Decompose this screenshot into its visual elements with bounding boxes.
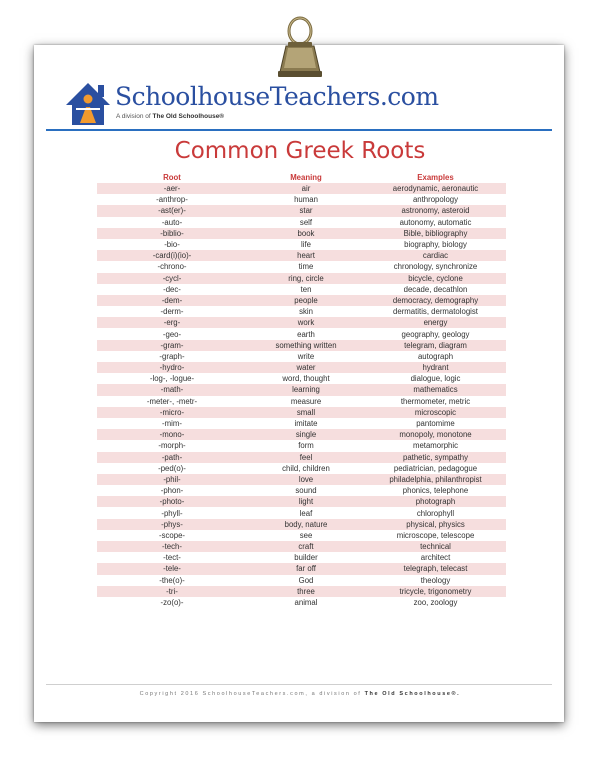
- root-cell: -morph-: [158, 441, 186, 451]
- brand-name: SchoolhouseTeachers.com: [115, 82, 439, 111]
- column-header-meaning: Meaning: [290, 173, 322, 182]
- examples-cell: decade, decathlon: [403, 284, 468, 294]
- table-row: [97, 530, 506, 541]
- root-cell: -tri-: [97, 586, 247, 597]
- meaning-cell: light: [247, 496, 365, 507]
- root-cell: -tech-: [97, 541, 247, 552]
- root-cell: -derm-: [160, 307, 184, 317]
- table-row: [97, 306, 506, 317]
- examples-cell: telegram, diagram: [365, 340, 506, 351]
- root-cell: -micro-: [97, 407, 247, 418]
- examples-cell: physical, physics: [365, 519, 506, 530]
- table-row: [97, 384, 506, 395]
- table-row: [97, 284, 506, 295]
- examples-cell: pantomime: [416, 419, 455, 429]
- root-cell: -auto-: [161, 217, 183, 227]
- table-row: [97, 552, 506, 563]
- root-cell: -card(i)(io)-: [97, 250, 247, 261]
- examples-cell: chlorophyll: [416, 508, 455, 518]
- meaning-cell: God: [298, 575, 314, 585]
- table-row: [97, 205, 506, 216]
- examples-cell: Bible, bibliography: [365, 228, 506, 239]
- examples-cell: autonomy, automatic: [399, 217, 472, 227]
- meaning-cell: craft: [247, 541, 365, 552]
- table-row: [97, 519, 506, 530]
- examples-cell: hydrant: [365, 362, 506, 373]
- root-cell: -dem-: [97, 295, 247, 306]
- table-row: [97, 328, 506, 339]
- examples-cell: technical: [365, 541, 506, 552]
- meaning-cell: air: [247, 183, 365, 194]
- table-row: [97, 261, 506, 272]
- meaning-cell: life: [301, 240, 311, 250]
- examples-cell: metamorphic: [412, 441, 459, 451]
- meaning-cell: water: [247, 362, 365, 373]
- root-cell: -biblio-: [97, 228, 247, 239]
- tagline-company: The Old Schoolhouse®: [152, 113, 225, 120]
- root-cell: -erg-: [97, 317, 247, 328]
- examples-cell: autograph: [417, 351, 454, 361]
- table-row: [97, 463, 506, 474]
- examples-cell: architect: [420, 553, 451, 563]
- meaning-cell: book: [247, 228, 365, 239]
- table-row: [97, 239, 506, 250]
- table-row: [97, 429, 506, 440]
- table-row: [97, 597, 506, 608]
- root-cell: -the(o)-: [159, 575, 185, 585]
- root-cell: -cycl-: [97, 273, 247, 284]
- meaning-cell: body, nature: [247, 519, 365, 530]
- table-row: [97, 373, 506, 384]
- page-title: Common Greek Roots: [174, 138, 426, 164]
- root-cell: -aer-: [97, 183, 247, 194]
- examples-cell: telegraph, telecast: [365, 563, 506, 574]
- examples-cell: cardiac: [365, 250, 506, 261]
- examples-cell: biography, biology: [404, 240, 467, 250]
- root-cell: -gram-: [97, 340, 247, 351]
- meaning-cell: love: [247, 474, 365, 485]
- meaning-cell: work: [247, 317, 365, 328]
- root-cell: -chrono-: [157, 262, 187, 272]
- table-row: [97, 217, 506, 228]
- meaning-cell: far off: [247, 563, 365, 574]
- meaning-cell: ten: [300, 284, 312, 294]
- meaning-cell: write: [297, 351, 315, 361]
- table-body: [97, 183, 506, 608]
- meaning-cell: something written: [247, 340, 365, 351]
- table-row: [97, 317, 506, 328]
- root-cell: -hydro-: [97, 362, 247, 373]
- examples-cell: bicycle, cyclone: [365, 273, 506, 284]
- meaning-cell: sound: [295, 486, 317, 496]
- examples-cell: tricycle, trigonometry: [365, 586, 506, 597]
- root-cell: -dec-: [163, 284, 181, 294]
- table-row: [97, 575, 506, 586]
- root-cell: -phys-: [97, 519, 247, 530]
- examples-cell: thermometer, metric: [400, 396, 471, 406]
- table-row: [97, 474, 506, 485]
- meaning-cell: leaf: [299, 508, 313, 518]
- meaning-cell: small: [247, 407, 365, 418]
- examples-cell: pediatrician, pedagogue: [393, 463, 478, 473]
- footer-text: Copyright 2016 SchoolhouseTeachers.com, a division of: [139, 691, 362, 697]
- examples-cell: aerodynamic, aeronautic: [365, 183, 506, 194]
- table-row: [97, 351, 506, 362]
- root-cell: -scope-: [159, 530, 185, 540]
- root-cell: -mim-: [162, 419, 182, 429]
- meaning-cell: star: [247, 205, 365, 216]
- table-row: [97, 507, 506, 518]
- examples-cell: anthropology: [412, 195, 459, 205]
- examples-cell: monopoly, monotone: [365, 429, 506, 440]
- tagline-prefix: A division of: [116, 113, 151, 120]
- copyright-footer: [0, 691, 600, 697]
- meaning-cell: feel: [247, 452, 365, 463]
- table-row: [97, 485, 506, 496]
- table-row: [97, 452, 506, 463]
- examples-cell: dialogue, logic: [410, 374, 461, 384]
- examples-cell: photograph: [365, 496, 506, 507]
- meaning-cell: see: [299, 530, 313, 540]
- table-row: [97, 194, 506, 205]
- meaning-cell: imitate: [294, 419, 318, 429]
- root-cell: -math-: [97, 384, 247, 395]
- root-cell: -ast(er)-: [97, 205, 247, 216]
- root-cell: -tele-: [97, 563, 247, 574]
- root-cell: -phyll-: [161, 508, 183, 518]
- table-row: [97, 418, 506, 429]
- examples-cell: energy: [365, 317, 506, 328]
- examples-cell: astronomy, asteroid: [365, 205, 506, 216]
- table-header-row: [97, 172, 506, 183]
- table-row: [97, 340, 506, 351]
- meaning-cell: heart: [247, 250, 365, 261]
- examples-cell: microscopic: [365, 407, 506, 418]
- examples-cell: chronology, synchronize: [393, 262, 478, 272]
- table-row: [97, 440, 506, 451]
- table-row: [97, 250, 506, 261]
- examples-cell: philadelphia, philanthropist: [365, 474, 506, 485]
- examples-cell: dermatitis, dermatologist: [393, 307, 478, 317]
- table-row: [97, 273, 506, 284]
- table-row: [97, 183, 506, 194]
- root-cell: -path-: [97, 452, 247, 463]
- table-row: [97, 362, 506, 373]
- footer-divider: [46, 684, 552, 685]
- meaning-cell: earth: [297, 329, 315, 339]
- meaning-cell: skin: [299, 307, 313, 317]
- column-header-root: Root: [163, 173, 181, 182]
- examples-cell: phonics, telephone: [402, 486, 469, 496]
- root-cell: -tect-: [163, 553, 181, 563]
- root-cell: -mono-: [97, 429, 247, 440]
- root-cell: -phon-: [160, 486, 184, 496]
- root-cell: -phil-: [97, 474, 247, 485]
- greek-roots-table: [97, 172, 506, 608]
- table-row: [97, 295, 506, 306]
- root-cell: -meter-, -metr-: [146, 396, 198, 406]
- header-divider: [46, 129, 552, 131]
- meaning-cell: human: [294, 195, 318, 205]
- meaning-cell: people: [247, 295, 365, 306]
- root-cell: -zo(o)-: [160, 598, 184, 608]
- meaning-cell: child, children: [282, 463, 330, 473]
- root-cell: -photo-: [97, 496, 247, 507]
- root-cell: -graph-: [159, 351, 185, 361]
- root-cell: -anthrop-: [156, 195, 188, 205]
- meaning-cell: word, thought: [282, 374, 330, 384]
- table-row: [97, 541, 506, 552]
- examples-cell: theology: [420, 575, 451, 585]
- table-row: [97, 563, 506, 574]
- root-cell: -bio-: [164, 240, 180, 250]
- meaning-cell: single: [247, 429, 365, 440]
- footer-company: The Old Schoolhouse®.: [364, 691, 461, 697]
- meaning-cell: learning: [247, 384, 365, 395]
- examples-cell: mathematics: [365, 384, 506, 395]
- examples-cell: geography, geology: [401, 329, 470, 339]
- root-cell: -log-, -logue-: [149, 374, 195, 384]
- table-row: [97, 586, 506, 597]
- root-cell: -ped(o)-: [158, 463, 186, 473]
- meaning-cell: builder: [294, 553, 318, 563]
- meaning-cell: three: [247, 586, 365, 597]
- examples-cell: democracy, demography: [365, 295, 506, 306]
- meaning-cell: ring, circle: [247, 273, 365, 284]
- binder-clip-icon: [274, 16, 326, 78]
- examples-cell: pathetic, sympathy: [365, 452, 506, 463]
- brand-tagline: [116, 113, 224, 120]
- root-cell: -geo-: [162, 329, 182, 339]
- meaning-cell: time: [298, 262, 314, 272]
- meaning-cell: self: [299, 217, 313, 227]
- table-row: [97, 496, 506, 507]
- table-row: [97, 396, 506, 407]
- examples-cell: zoo, zoology: [413, 598, 458, 608]
- meaning-cell: measure: [290, 396, 322, 406]
- table-row: [97, 228, 506, 239]
- column-header-examples: Examples: [417, 173, 454, 182]
- examples-cell: microscope, telescope: [396, 530, 475, 540]
- meaning-cell: form: [298, 441, 314, 451]
- meaning-cell: animal: [294, 598, 318, 608]
- table-row: [97, 407, 506, 418]
